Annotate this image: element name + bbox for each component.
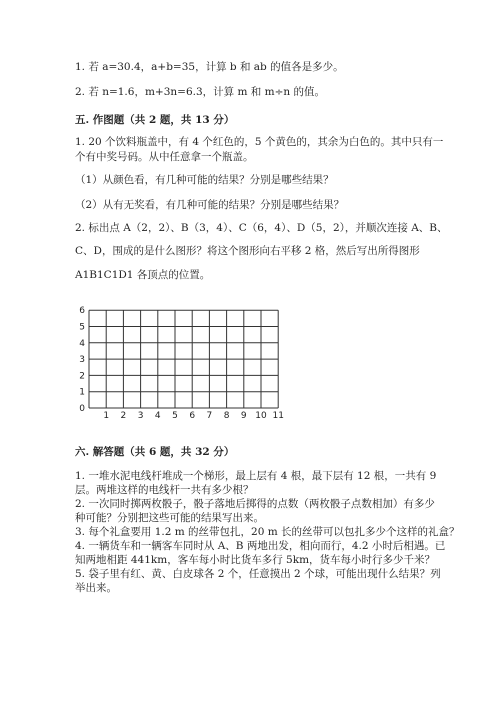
s6-q3: 3. 每个礼盒要用 1.2 m 的丝带包扎，20 m 长的丝带可以包扎多少个这样的礼盒？ xyxy=(75,526,460,538)
s6-q4-line2: 知两地相距 441km，客车每小时比货车多行 5km，货车每小时行多少千米？ xyxy=(75,554,436,566)
y-tick-label: 2 xyxy=(79,371,85,382)
s6-q5-line1: 5. 袋子里有红、黄、白皮球各 2 个，任意摸出 2 个球，可能出现什么结果？列 xyxy=(75,568,441,580)
s6-q4-line1: 4. 一辆货车和一辆客车同时从 A、B 两地出发，相向而行，4.2 小时后相遇。已 xyxy=(75,540,446,552)
y-tick-label: 1 xyxy=(79,387,85,398)
y-tick-label: 3 xyxy=(79,355,85,366)
s6-q1-line1: 1. 一堆水泥电线杆堆成一个梯形，最上层有 4 根，最下层有 12 根，一共有 9 xyxy=(75,470,437,482)
coordinate-grid xyxy=(75,300,290,426)
s6-q2-line2: 种可能？分别把这些可能的结果写出来。 xyxy=(75,512,264,524)
problem-1: 1. 若 a=30.4，a+b=35，计算 b 和 ab 的值各是多少。 xyxy=(75,61,344,73)
x-tick-label: 9 xyxy=(240,411,247,421)
x-tick-label: 6 xyxy=(189,411,196,421)
s5-q1-line2: 个有中奖号码。从中任意拿一个瓶盖。 xyxy=(75,151,254,163)
section-6-title: 六. 解答题（共 6 题，共 32 分） xyxy=(75,446,235,458)
x-tick-label: 5 xyxy=(172,411,178,421)
s5-q2-line2: C、D，围成的是什么图形？将这个图形向右平移 2 格，然后写出所得图形 xyxy=(75,245,420,257)
y-tick-label: 5 xyxy=(79,322,85,333)
s6-q1-line2: 层。两堆这样的电线杆一共有多少根？ xyxy=(75,484,254,496)
s5-q1-line1: 1. 20 个饮料瓶盖中，有 4 个红色的，5 个黄色的，其余为白色的。其中只有一 xyxy=(75,136,444,148)
x-tick-label: 10 xyxy=(255,411,267,421)
x-tick-label: 1 xyxy=(103,411,110,421)
x-tick-label: 3 xyxy=(137,411,144,421)
section-5-title: 五. 作图题（共 2 题，共 13 分） xyxy=(75,114,235,126)
s6-q2-line1: 2. 一次同时掷两枚骰子，骰子落地后掷得的点数（两枚骰子点数相加）有多少 xyxy=(75,498,435,510)
problem-2: 2. 若 n=1.6，m+3n=6.3，计算 m 和 m÷n 的值。 xyxy=(75,86,325,98)
x-tick-label: 11 xyxy=(272,411,284,421)
y-tick-label: 0 xyxy=(79,404,85,414)
x-tick-label: 4 xyxy=(154,411,161,421)
x-tick-label: 2 xyxy=(120,411,127,421)
s5-q2-line3: A1B1C1D1 各顶点的位置。 xyxy=(75,269,211,281)
s5-q1-sub1: （1）从颜色看，有几种可能的结果？分别是哪些结果？ xyxy=(75,174,334,186)
y-tick-label: 4 xyxy=(79,338,85,349)
s6-q5-line2: 举出来。 xyxy=(75,582,117,594)
s5-q1-sub2: （2）从有无奖看，有几种可能的结果？分别是哪些结果？ xyxy=(75,199,345,211)
x-tick-label: 7 xyxy=(206,411,213,421)
y-tick-label: 6 xyxy=(79,306,85,317)
s5-q2-line1: 2. 标出点 A（2，2）、B（3，4）、C（6，4）、D（5，2），并顺次连接 A、B、 xyxy=(75,222,448,234)
x-tick-label: 8 xyxy=(223,411,230,421)
